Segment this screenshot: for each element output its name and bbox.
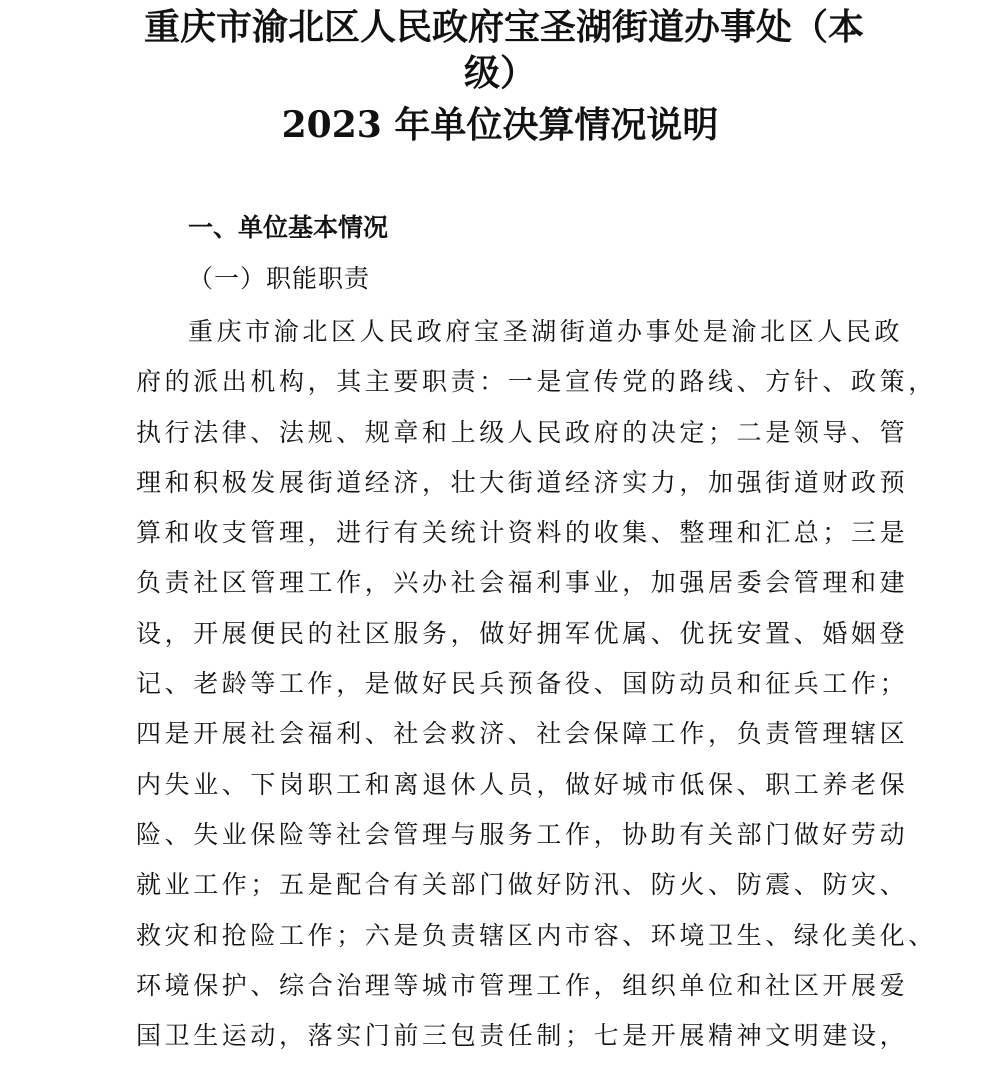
body-line: 算和收支管理，进行有关统计资料的收集、整理和汇总；三是 [136,518,909,548]
body-line: 记、老龄等工作，是做好民兵预备役、国防动员和征兵工作； [136,669,909,699]
body-line: 负责社区管理工作，兴办社会福利事业，加强居委会管理和建 [136,568,909,598]
body-line: 设，开展便民的社区服务，做好拥军优属、优抚安置、婚姻登 [136,618,909,648]
body-line: 四是开展社会福利、社会救济、社会保障工作，负责管理辖区 [136,719,909,749]
body-line: 国卫生运动，落实门前三包责任制；七是开展精神文明建设， [136,1021,909,1051]
subsection-heading: （一）职能职责 [188,264,371,293]
body-line: 救灾和抢险工作；六是负责辖区内市容、环境卫生、绿化美化、 [136,920,937,950]
section-heading: 一、单位基本情况 [188,213,389,242]
document-title-line-3: 2023 年单位决算情况说明 [281,104,719,146]
body-line: 就业工作；五是配合有关部门做好防汛、防火、防震、防灾、 [136,870,909,900]
body-line: 府的派出机构，其主要职责：一是宣传党的路线、方针、政策， [136,367,937,397]
document-title-line-2: 级） [463,52,536,94]
body-line: 内失业、下岗职工和离退休人员，做好城市低保、职工养老保 [136,769,909,799]
document-title-line-1: 重庆市渝北区人民政府宝圣湖街道办事处（本 [143,6,864,48]
body-line: 重庆市渝北区人民政府宝圣湖街道办事处是渝北区人民政 [188,317,904,346]
body-line: 理和积极发展街道经济，壮大街道经济实力，加强街道财政预 [136,467,909,497]
body-line: 险、失业保险等社会管理与服务工作，协助有关部门做好劳动 [136,819,909,849]
body-line: 环境保护、综合治理等城市管理工作，组织单位和社区开展爱 [136,970,909,1000]
body-paragraph [136,312,937,1066]
body-line: 执行法律、法规、规章和上级人民政府的决定；二是领导、管 [136,417,909,447]
